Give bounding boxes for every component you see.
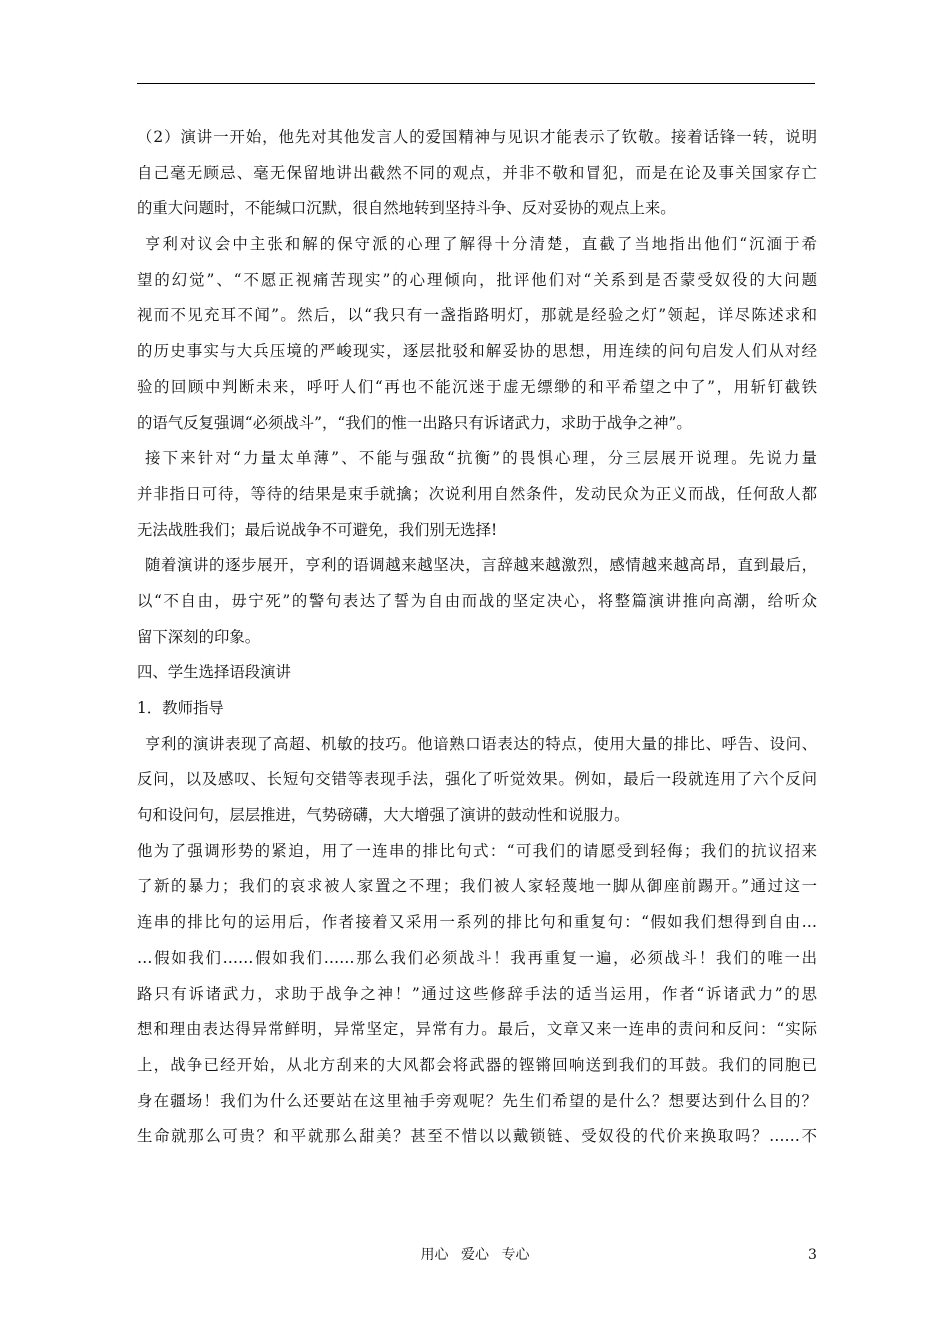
paragraph-line: 生命就那么可贵？和平就那么甜美？甚至不惜以以戴锁链、受奴役的代价来换取吗？……不 [137, 1127, 817, 1146]
paragraph-line: 亨利对议会中主张和解的保守派的心理了解得十分清楚，直截了当地指出他们“沉湎于希 [145, 235, 817, 254]
document-body [137, 120, 817, 1155]
footer-motto-2: 爱心 [461, 1247, 489, 1263]
paragraph-line: 想和理由表达得异常鲜明，异常坚定，异常有力。最后，文章又来一连串的责问和反问：“实际 [137, 1020, 817, 1039]
paragraph-line: 留下深刻的印象。 [137, 627, 261, 646]
paragraph-line: 验的回顾中判断未来，呼吁人们“再也不能沉迷于虚无缥缈的和平希望之中了”，用斩钉截铁 [137, 377, 817, 396]
paragraph-line: 以“不自由，毋宁死”的警句表达了誓为自由而战的坚定决心，将整篇演讲推向高潮，给听众 [137, 591, 817, 610]
paragraph-line: 并非指日可待，等待的结果是束手就擒；次说利用自然条件，发动民众为正义而战，任何敌人都 [137, 484, 817, 503]
paragraph-line: 他为了强调形势的紧迫，用了一连串的排比句式：“可我们的请愿受到轻侮；我们的抗议招来 [137, 841, 817, 860]
paragraph-line: 句和设问句，层层推进，气势磅礴，大大增强了演讲的鼓动性和说服力。 [137, 806, 630, 825]
paragraph-line: 亨利的演讲表现了高超、机敏的技巧。他谙熟口语表达的特点，使用大量的排比、呼告、设问、 [145, 734, 817, 753]
paragraph-line: （2）演讲一开始，他先对其他发言人的爱国精神与见识才能表示了钦敬。接着话锋一转，说明 [137, 128, 817, 146]
paragraph-line: 上，战争已经开始，从北方刮来的大风都会将武器的铿锵回响送到我们的耳鼓。我们的同胞已 [137, 1055, 817, 1074]
paragraph-line: 视而不见充耳不闻”。然后，以“我只有一盏指路明灯，那就是经验之灯”领起，详尽陈述求和 [137, 306, 817, 325]
paragraph-line: 望的幻觉”、“不愿正视痛苦现实”的心理倾向，批评他们对“关系到是否蒙受奴役的大问题 [137, 270, 817, 289]
paragraph-line: 身在疆场！我们为什么还要站在这里袖手旁观呢？先生们希望的是什么？想要达到什么目的？ [137, 1091, 817, 1110]
paragraph-line: …假如我们……假如我们……那么我们必须战斗！我再重复一遍，必须战斗！我们的唯一出 [137, 948, 817, 967]
subsection-heading: 1．教师指导 [137, 699, 224, 717]
paragraph-line: 路只有诉诸武力，求助于战争之神！”通过这些修辞手法的适当运用，作者“诉诸武力”的思 [137, 984, 817, 1003]
paragraph-line: 随着演讲的逐步展开，亨利的语调越来越坚决，言辞越来越激烈，感情越来越高昂，直到最后， [145, 556, 817, 575]
footer-motto-3: 专心 [501, 1247, 530, 1263]
paragraph-line: 了新的暴力；我们的哀求被人家置之不理；我们被人家轻蔑地一脚从御座前踢开。”通过这一 [137, 877, 817, 896]
paragraph-line: 的历史事实与大兵压境的严峻现实，逐层批驳和解妥协的思想，用连续的问句启发人们从对经 [137, 342, 817, 361]
paragraph-line: 接下来针对“力量太单薄”、不能与强敌“抗衡”的畏惧心理，分三层展开说理。先说力量 [145, 449, 817, 468]
paragraph-line: 无法战胜我们；最后说战争不可避免，我们别无选择! [137, 520, 498, 539]
header-rule [137, 83, 815, 84]
section-heading: 四、学生选择语段演讲 [137, 663, 291, 682]
paragraph-line: 的重大问题时，不能缄口沉默，很自然地转到坚持斗争、反对妥协的观点上来。 [137, 199, 676, 218]
page-number: 3 [808, 1247, 817, 1263]
paragraph-line: 反问，以及感叹、长短句交错等表现手法，强化了听觉效果。例如，最后一段就连用了六个反问 [137, 770, 817, 789]
paragraph-line: 连串的排比句的运用后，作者接着又采用一系列的排比句和重复句：“假如我们想得到自由… [137, 913, 817, 932]
paragraph-line: 自己毫无顾忌、毫无保留地讲出截然不同的观点，并非不敬和冒犯，而是在论及事关国家存亡 [137, 163, 817, 182]
footer-motto-1: 用心 [420, 1247, 449, 1263]
paragraph-line: 的语气反复强调“必须战斗”，“我们的惟一出路只有诉诸武力，求助于战争之神”。 [137, 413, 692, 432]
